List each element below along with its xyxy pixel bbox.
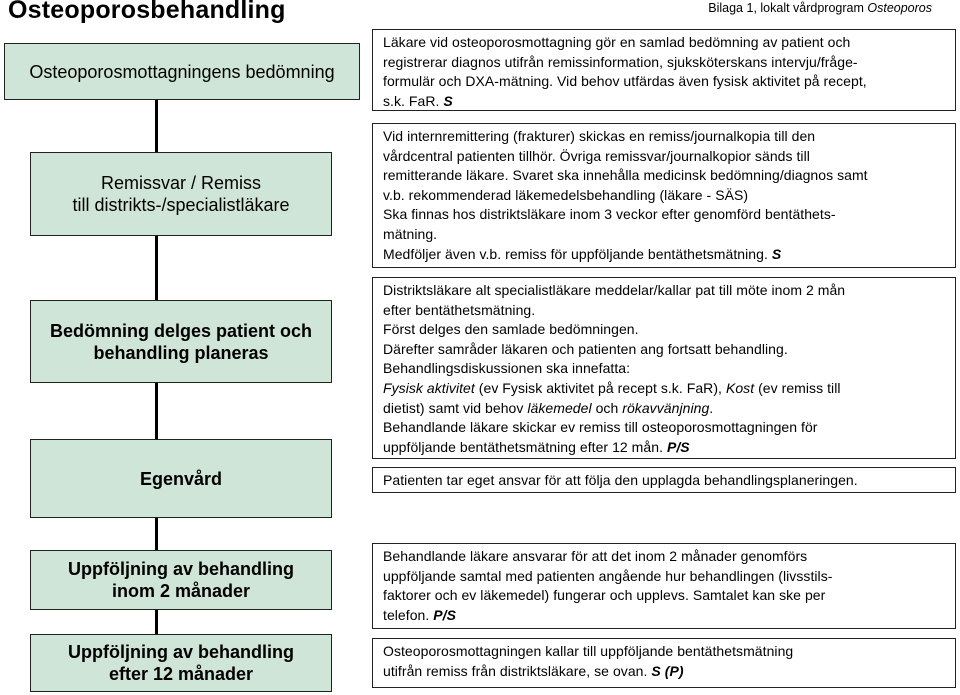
- flow-step-label: behandling planeras: [93, 342, 269, 363]
- flow-step-label: Bedömning delges patient och: [49, 320, 313, 341]
- text-line: mätning.: [383, 225, 438, 242]
- flow-step-label: Osteoporosmottagningens bedömning: [29, 61, 335, 82]
- appendix-prefix: Bilaga 1, lokalt vårdprogram: [708, 1, 868, 15]
- flow-step-followup-12-months: [30, 634, 332, 692]
- text-line: uppföljande samtal med patienten angående hur behandlingen (livsstils-: [383, 567, 833, 584]
- connector-line-2: [155, 236, 158, 300]
- text-segment: (ev Fysisk aktivitet på recept s.k. FaR),: [474, 379, 726, 396]
- text-line: faktorer och ev läkemedel) fungerar och upplevs. Samtalet kan ske per: [383, 587, 826, 604]
- text-line: efter bentäthetsmätning.: [383, 301, 536, 318]
- text-italic: rökavvänjning: [622, 399, 710, 416]
- flow-step-label: till distrikts-/specialistläkare: [72, 195, 290, 215]
- flow-step-label: efter 12 månader: [108, 664, 254, 684]
- flow-step-label: Egenvård: [139, 468, 223, 489]
- appendix-italic: Osteoporos: [867, 1, 932, 15]
- flow-step-self-care: [30, 439, 332, 518]
- text-segment: .: [709, 399, 714, 416]
- text-segment: telefon.: [383, 606, 434, 623]
- responsibility-code: S (P): [651, 662, 684, 679]
- connector-line-3: [155, 383, 158, 439]
- responsibility-code: S: [771, 245, 782, 262]
- description-assessment: [372, 29, 956, 111]
- text-line: Därefter samråder läkaren och patienten ang fortsatt behandling.: [383, 340, 788, 357]
- text-italic: läkemedel: [527, 399, 592, 416]
- description-self-care: [372, 467, 956, 493]
- flow-step-treatment-planning: [30, 300, 332, 383]
- text-line: Ska finnas hos distriktsläkare inom 3 veckor efter genomförd bentäthets-: [383, 206, 836, 223]
- text-segment: uppföljande bentäthetsmätning efter 12 mån.: [383, 438, 667, 455]
- responsibility-code: P/S: [666, 438, 690, 455]
- text-line: [383, 92, 945, 112]
- responsibility-code: P/S: [433, 606, 456, 623]
- appendix-note: [708, 1, 932, 15]
- text-line: Behandlande läkare skickar ev remiss till osteoporosmottagningen för: [383, 419, 818, 436]
- text-line: [383, 438, 945, 458]
- text-line: remitterande läkare. Svaret ska innehålla medicinsk bedömning/diagnos samt: [383, 167, 868, 184]
- flow-step-label: inom 2 månader: [111, 581, 251, 601]
- text-line: v.b. rekommenderad läkemedelsbehandling (läkare - SÄS): [383, 186, 749, 203]
- connector-line-5: [155, 610, 158, 634]
- text-line: Behandlande läkare ansvarar för att det inom 2 månader genomförs: [383, 548, 808, 564]
- text-segment: dietist) samt vid behov: [383, 399, 528, 416]
- text-line: Osteoporosmottagningen kallar till uppföljande bentäthetsmätning: [383, 643, 794, 659]
- flow-step-followup-2-months: [30, 550, 332, 610]
- description-followup-12-months: [372, 638, 956, 688]
- description-treatment-planning: [372, 277, 956, 459]
- text-segment: utifrån remiss från distriktsläkare, se ovan.: [383, 662, 652, 679]
- text-segment: (ev remiss till: [754, 379, 841, 396]
- text-line: [383, 606, 945, 626]
- text-line: Läkare vid osteoporosmottagning gör en samlad bedömning av patient och: [383, 34, 851, 50]
- text-italic: Kost: [725, 379, 755, 396]
- text-line: [383, 245, 945, 265]
- text-line: Först delges den samlade bedömningen.: [383, 321, 639, 338]
- description-followup-2-months: [372, 543, 956, 629]
- flow-step-label: Uppföljning av behandling: [68, 559, 294, 579]
- text-line: Distriktsläkare alt specialistläkare meddelar/kallar pat till möte inom 2 mån: [383, 282, 846, 298]
- flow-step-referral: [30, 152, 332, 236]
- text-segment: s.k. FaR.: [383, 92, 444, 109]
- text-line: [383, 379, 945, 399]
- text-line: [383, 399, 945, 419]
- flow-step-label: Uppföljning av behandling: [68, 642, 294, 662]
- page-title: Osteoporosbehandling: [8, 0, 286, 24]
- responsibility-code: S: [443, 92, 453, 109]
- text-segment: Medföljer även v.b. remiss för uppföljande bentäthetsmätning.: [383, 245, 772, 262]
- flow-step-assessment: [4, 43, 360, 100]
- text-line: [383, 662, 945, 682]
- description-referral: [372, 123, 956, 268]
- text-line: formulär och DXA-mätning. Vid behov utfärdas även fysisk aktivitet på recept,: [383, 73, 867, 90]
- text-segment: och: [591, 399, 623, 416]
- text-line: Behandlingsdiskussionen ska innefatta:: [383, 360, 631, 377]
- text-line: registrerar diagnos utifrån remissinformation, sjuksköterskans intervju/fråge-: [383, 53, 858, 70]
- connector-line-1: [155, 100, 158, 152]
- text-line: vårdcentral patienten tillhör. Övriga remissvar/journalkopior sänds till: [383, 147, 810, 164]
- flow-step-label: Remissvar / Remiss: [100, 173, 261, 193]
- connector-line-4: [155, 518, 158, 550]
- text-line: Vid internremittering (frakturer) skickas en remiss/journalkopia till den: [383, 128, 816, 144]
- text-italic: Fysisk aktivitet: [383, 379, 475, 396]
- text-line: Patienten tar eget ansvar för att följa den upplagda behandlingsplaneringen.: [383, 472, 858, 488]
